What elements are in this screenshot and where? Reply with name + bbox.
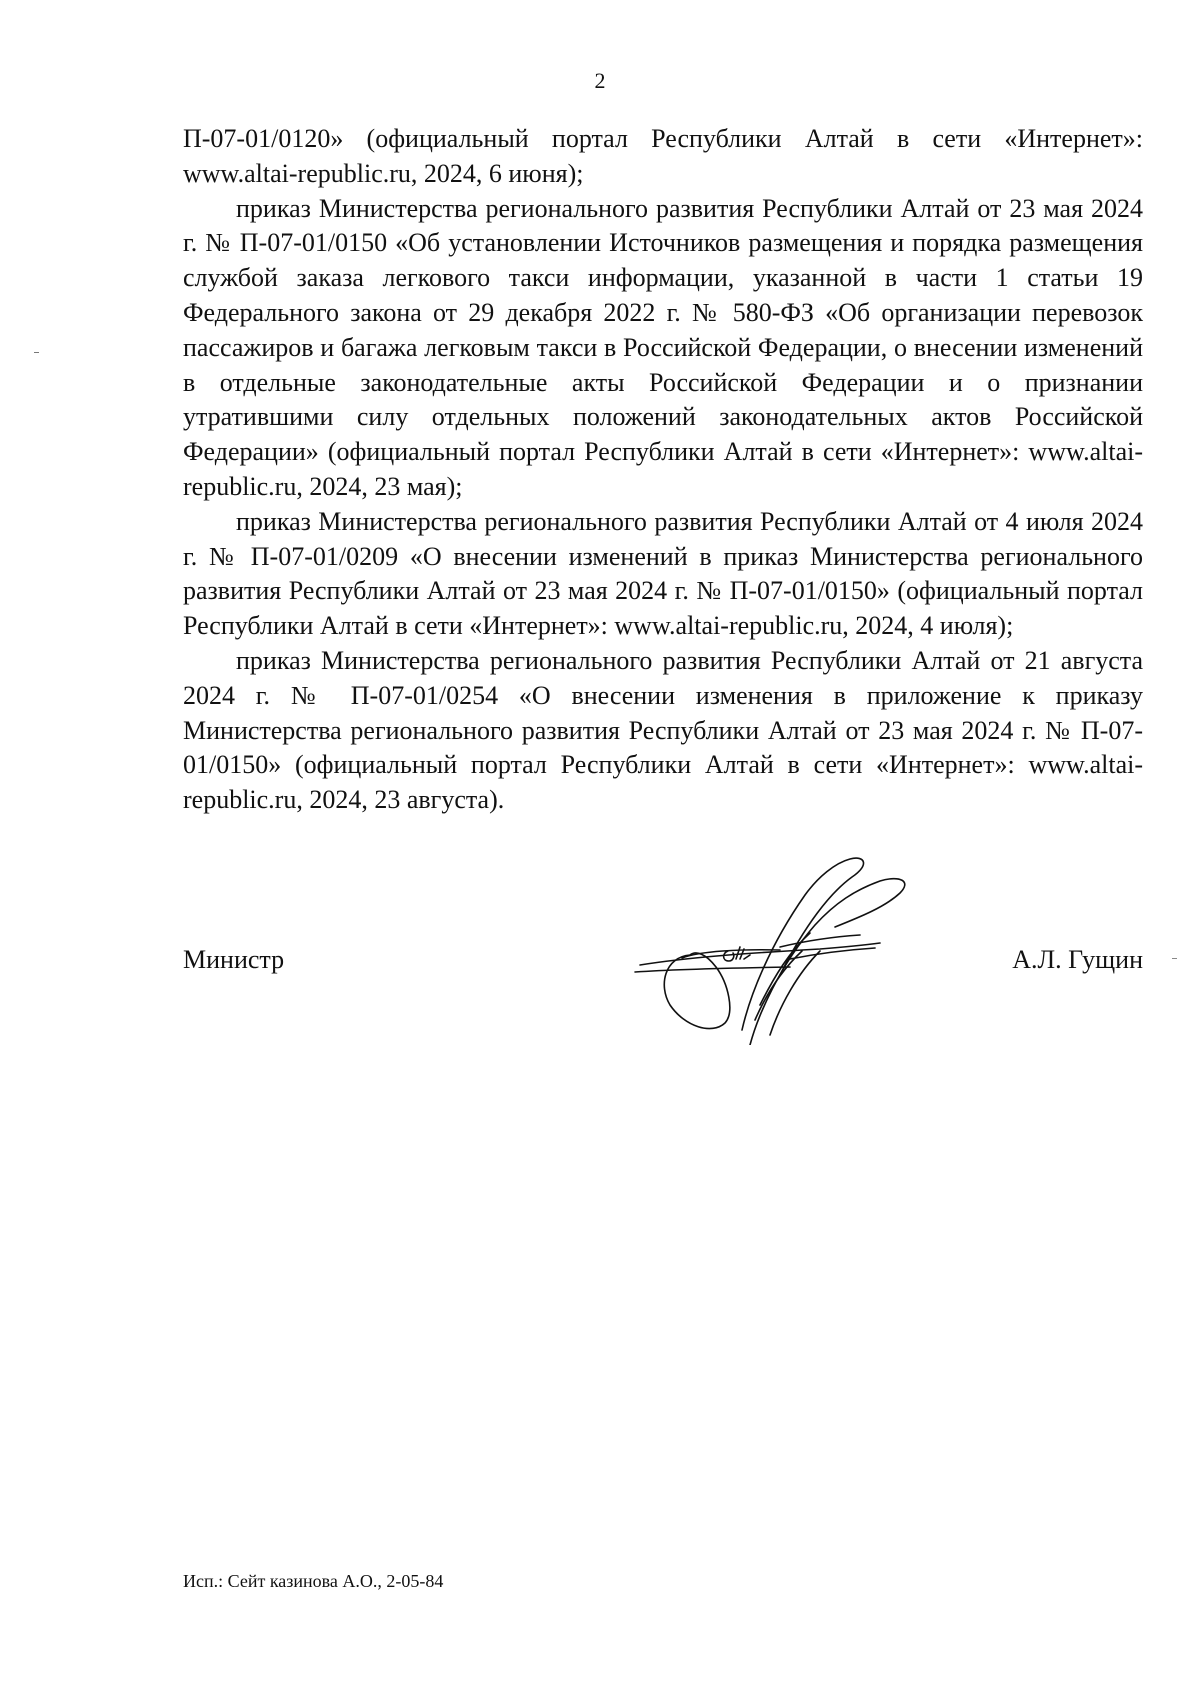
executor-note: Исп.: Сейт казинова А.О., 2-05-84 [183, 1571, 444, 1591]
handwritten-signature [630, 855, 915, 1045]
paragraph: приказ Министерства регионального развития Республики Алтай от 23 мая 2024 г. № П-07-01/0150 «Об установлении Источников размещения и порядка размещения службой заказа легкового такси информации, указанной в части 1 статьи 19 Федерального закона от 29 декабря 2022 г. № 580-ФЗ «Об организации перевозок пассажиров и багажа легковым такси в Российской Федерации, о внесении изменений в отдельные законодательные акты Российской Федерации и о признании утратившими силу отдельных положений законодательных актов Российской Федерации» (официальный портал Республики Алтай в сети «Интернет»: www.altai-republic.ru, 2024, 23 мая); [183, 193, 1143, 501]
paragraph: приказ Министерства регионального развития Республики Алтай от 21 августа 2024 г. № П-07-01/0254 «О внесении изменения в приложение к приказу Министерства регионального развития Республики Алтай от 23 мая 2024 г. № П-07-01/0150» (официальный портал Республики Алтай в сети «Интернет»: www.altai-republic.ru, 2024, 23 августа). [183, 645, 1143, 815]
scan-mark [34, 352, 39, 353]
document-body [183, 122, 1143, 818]
scan-mark [1172, 958, 1177, 959]
signer-position: Министр [183, 945, 285, 974]
paragraph: П-07-01/0120» (официальный портал Республики Алтай в сети «Интернет»: www.altai-republic.ru, 2024, 6 июня); [183, 124, 1143, 188]
paragraph: приказ Министерства регионального развития Республики Алтай от 4 июля 2024 г. № П-07-01/0209 «О внесении изменений в приказ Министерства регионального развития Республики Алтай от 23 мая 2024 г. № П-07-01/0150» (официальный портал Республики Алтай в сети «Интернет»: www.altai-republic.ru, 2024, 4 июля); [183, 506, 1143, 641]
signer-name: А.Л. Гущин [1012, 945, 1143, 974]
page-number: 2 [594, 68, 606, 93]
